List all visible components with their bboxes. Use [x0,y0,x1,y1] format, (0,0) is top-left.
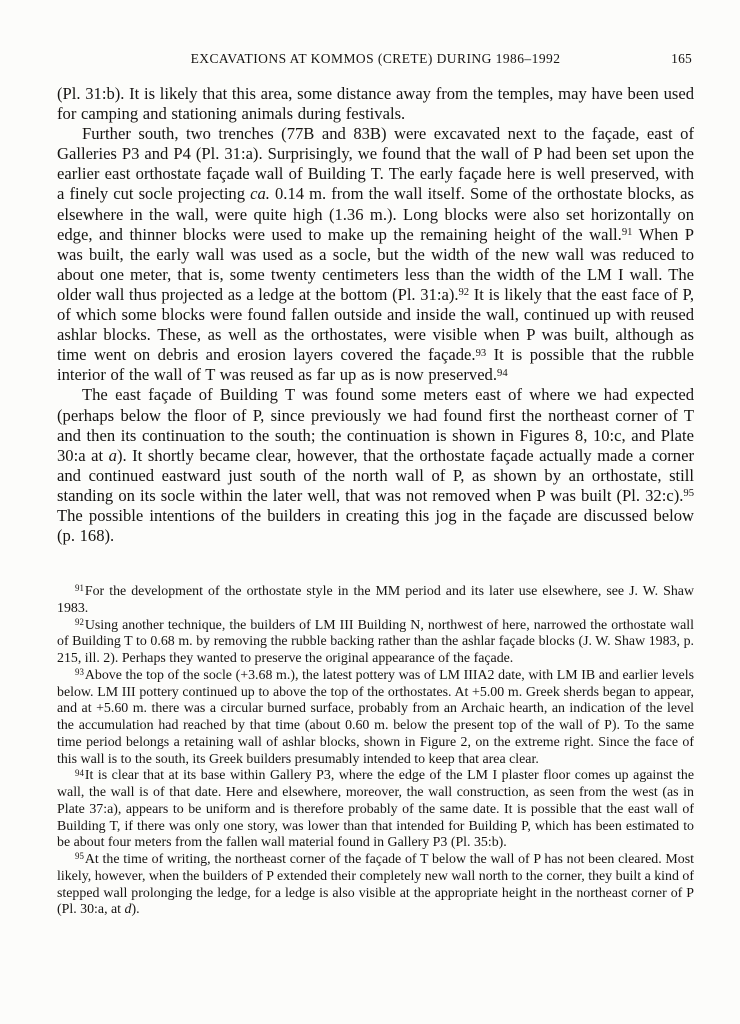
body-paragraph: The east façade of Building T was found some meters east of where we had expected (perhaps below the floor of P, since previously we had found first the northeast corner of T and then its continuation to the south; the continuation is shown in Figures 8, 10:c, and Plate 30:a at a). It shortly became clear, however, that the orthostate façade actually made a corner and continued eastward just south of the north wall of P, as shown by an orthostate, still standing on its socle within the later well, that was not removed when P was built (Pl. 32:c).$^{95}$ The possible intentions of the builders in creating this jog in the façade are discussed below (p. 168). [57,385,694,546]
body-text [57,84,694,546]
body-paragraph: Further south, two trenches (77B and 83B) were excavated next to the façade, east of Galleries P3 and P4 (Pl. 31:a). Surprisingly, we found that the wall of P had been set upon the earlier east orthostate façade wall of Building T. The early façade here is well preserved, with a finely cut socle projecting ca. 0.14 m. from the wall itself. Some of the orthostate blocks, as elsewhere in the wall, were quite high (1.36 m.). Long blocks were also set horizontally on edge, and thinner blocks were used to make up the remaining height of the wall.$^{91}$ When P was built, the early wall was used as a socle, but the width of the new wall was reduced to about one meter, that is, some twenty centimeters less than the width of the LM I wall. The older wall thus projected as a ledge at the bottom (Pl. 31:a).$^{92}$ It is likely that the east face of P, of which some blocks were found fallen outside and inside the wall, continued up with reused ashlar blocks. These, as well as the orthostates, were visible when P was built, although as time went on debris and erosion layers covered the façade.$^{93}$ It is possible that the rubble interior of the wall of T was reused as far up as is now preserved.$^{94}$ [57,124,694,385]
running-head [57,51,694,66]
page-number: 165 [671,51,692,66]
body-paragraph: (Pl. 31:b). It is likely that this area, some distance away from the temples, may have been used for camping and stationing animals during festivals. [57,84,694,124]
footnote: $^{93}$Above the top of the socle (+3.68 m.), the latest pottery was of LM IIIA2 date, with LM IB and earlier levels below. LM III pottery continued up to above the top of the orthostates. At +5.00 m. Greek sherds began to appear, and at +5.60 m. there was a circular burned surface, probably from an Archaic hearth, an indication of the level the accumulation had reached by that time (about 0.60 m. below the present top of the wall of P). To the same time period belongs a retaining wall of ashlar blocks, shown in Figure 2, on the extreme right. Since the face of this wall is to the south, its Greek builders presumably intended to keep that area clear. [57,667,694,767]
footnote: $^{91}$For the development of the orthostate style in the MM period and its later use elsewhere, see J. W. Shaw 1983. [57,583,694,616]
footnotes-section [57,584,694,919]
footnote: $^{92}$Using another technique, the builders of LM III Building N, northwest of here, narrowed the orthostate wall of Building T to 0.68 m. by removing the rubble backing rather than the ashlar façade blocks (J. W. Shaw 1983, p. 215, ill. 2). Perhaps they wanted to preserve the original appearance of the façade. [57,616,694,666]
running-title: EXCAVATIONS AT KOMMOS (CRETE) DURING 1986–1992 [190,51,561,66]
footnote: $^{94}$It is clear that at its base within Gallery P3, where the edge of the LM I plaster floor comes up against the wall, the wall is of that date. Here and elsewhere, moreover, the wall construction, as seen from the west (as in Plate 37:a), appears to be uniform and is therefore probably of the same date. It is possible that the east wall of Building T, if there was only one story, was lower than that intended for Building P, which has been estimated to be about four meters from the fallen wall material found in Gallery P3 (Pl. 35:b). [57,767,694,851]
footnote: $^{95}$At the time of writing, the northeast corner of the façade of T below the wall of P has not been cleared. Most likely, however, when the builders of P extended their completely new wall north to the corner, they built a kind of stepped wall prolonging the ledge, for a ledge is also visible at the appropriate height in the northeast corner of P (Pl. 30:a, at d). [57,851,694,918]
